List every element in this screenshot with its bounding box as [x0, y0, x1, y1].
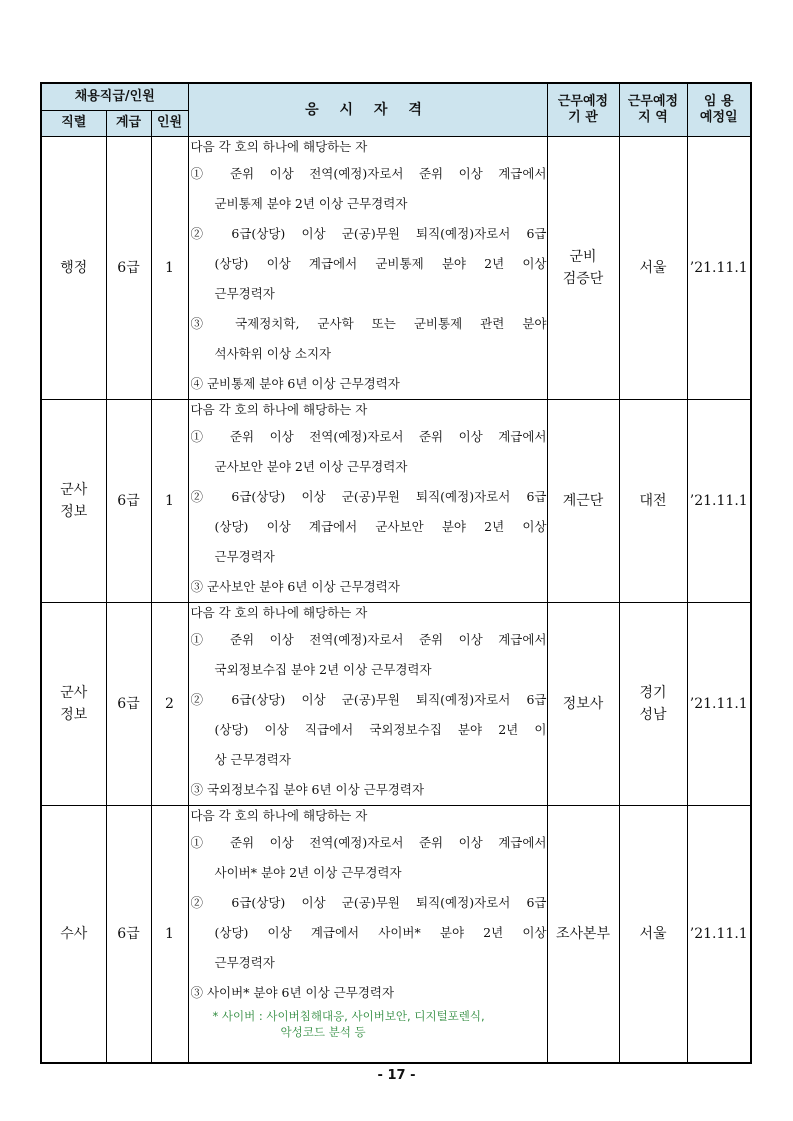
qualification-line: ③ 군사보안 분야 6년 이상 근무경력자	[190, 578, 400, 594]
region-cell: 경기 성남	[619, 602, 687, 805]
region-cell: 서울	[619, 136, 687, 399]
header-grade: 계급	[106, 110, 151, 136]
qualification-line: ② 6급(상당) 이상 군(공)무원 퇴직(예정)자로서 6급	[190, 691, 547, 707]
header-workplace-line2: 기 관	[568, 109, 598, 125]
header-position: 직렬	[41, 110, 106, 136]
header-date-line2: 예정일	[699, 109, 738, 125]
recruitment-table	[40, 82, 752, 1064]
footnote-line: 악성코드 분석 등	[280, 1024, 366, 1039]
position-cell: 군사 정보	[41, 602, 106, 805]
date-cell: ’21.11.1	[687, 805, 751, 1063]
count-cell: 1	[151, 136, 188, 399]
qualification-line: 근무경력자	[214, 548, 275, 564]
header-region	[619, 83, 687, 136]
header-workplace	[547, 83, 619, 136]
qualification-line: ② 6급(상당) 이상 군(공)무원 퇴직(예정)자로서 6급	[190, 488, 547, 504]
qualification-line: 다음 각 호의 하나에 해당하는 자	[190, 401, 368, 417]
position-cell: 행정	[41, 136, 106, 399]
header-workplace-line1: 근무예정	[557, 93, 609, 109]
qualification-line: ③ 국외정보수집 분야 6년 이상 근무경력자	[190, 781, 425, 797]
qualification-cell	[188, 399, 547, 602]
grade-cell: 6급	[106, 399, 151, 602]
qualification-line: 국외정보수집 분야 2년 이상 근무경력자	[214, 661, 432, 677]
qualification-line: (상당) 이상 계급에서 군사보안 분야 2년 이상	[214, 518, 547, 534]
table-row	[41, 805, 751, 1063]
qualification-line: ① 준위 이상 전역(예정)자로서 준위 이상 계급에서	[190, 428, 547, 444]
qualification-line: 다음 각 호의 하나에 해당하는 자	[190, 604, 368, 620]
qualification-line: (상당) 이상 계급에서 사이버* 분야 2년 이상	[214, 924, 547, 940]
table-row	[41, 136, 751, 399]
region-cell: 서울	[619, 805, 687, 1063]
date-cell: ’21.11.1	[687, 136, 751, 399]
qualification-line: 다음 각 호의 하나에 해당하는 자	[190, 807, 368, 823]
qualification-cell	[188, 136, 547, 399]
qualification-line: ① 준위 이상 전역(예정)자로서 준위 이상 계급에서	[190, 834, 547, 850]
date-cell: ’21.11.1	[687, 602, 751, 805]
agency-cell: 계근단	[547, 399, 619, 602]
qualification-cell	[188, 602, 547, 805]
table-row	[41, 602, 751, 805]
qualification-line: 군사보안 분야 2년 이상 근무경력자	[214, 458, 408, 474]
header-count: 인원	[151, 110, 188, 136]
qualification-line: ② 6급(상당) 이상 군(공)무원 퇴직(예정)자로서 6급	[190, 894, 547, 910]
agency-cell: 군비 검증단	[547, 136, 619, 399]
grade-cell: 6급	[106, 805, 151, 1063]
page-number: - 17 -	[377, 1068, 416, 1083]
agency-cell: 조사본부	[547, 805, 619, 1063]
header-group: 채용직급/인원	[41, 83, 188, 110]
qualification-line: 상 근무경력자	[214, 751, 291, 767]
count-cell: 1	[151, 399, 188, 602]
qualification-line: 근무경력자	[214, 954, 275, 970]
qualification-line: ② 6급(상당) 이상 군(공)무원 퇴직(예정)자로서 6급	[190, 225, 547, 241]
qualification-line: 사이버* 분야 2년 이상 근무경력자	[214, 864, 402, 880]
grade-cell: 6급	[106, 602, 151, 805]
count-cell: 2	[151, 602, 188, 805]
qualification-line: ③ 사이버* 분야 6년 이상 근무경력자	[190, 984, 395, 1000]
qualification-line: ③ 국제정치학, 군사학 또는 군비통제 관련 분야	[190, 315, 547, 331]
qualification-line: ① 준위 이상 전역(예정)자로서 준위 이상 계급에서	[190, 631, 547, 647]
count-cell: 1	[151, 805, 188, 1063]
qualification-line: ① 준위 이상 전역(예정)자로서 준위 이상 계급에서	[190, 165, 547, 181]
grade-cell: 6급	[106, 136, 151, 399]
qualification-cell	[188, 805, 547, 1063]
qualification-line: 다음 각 호의 하나에 해당하는 자	[190, 138, 368, 154]
position-cell: 군사 정보	[41, 399, 106, 602]
region-cell: 대전	[619, 399, 687, 602]
header-qualification: 응 시 자 격	[188, 83, 547, 136]
qualification-line: (상당) 이상 계급에서 군비통제 분야 2년 이상	[214, 255, 547, 271]
header-date-line1: 임 용	[703, 93, 734, 109]
header-date	[687, 83, 751, 136]
table-row	[41, 399, 751, 602]
qualification-line: ④ 군비통제 분야 6년 이상 근무경력자	[190, 375, 400, 391]
header-region-line1: 근무예정	[627, 93, 679, 109]
qualification-line: 군비통제 분야 2년 이상 근무경력자	[214, 195, 408, 211]
header-region-line2: 지 역	[638, 109, 668, 125]
position-cell: 수사	[41, 805, 106, 1063]
qualification-line: 석사학위 이상 소지자	[214, 345, 332, 361]
qualification-line: 근무경력자	[214, 285, 275, 301]
date-cell: ’21.11.1	[687, 399, 751, 602]
qualification-line: (상당) 이상 직급에서 국외정보수집 분야 2년 이	[214, 721, 547, 737]
agency-cell: 정보사	[547, 602, 619, 805]
footnote-line: * 사이버 : 사이버침해대응, 사이버보안, 디지털포렌식,	[212, 1008, 485, 1023]
